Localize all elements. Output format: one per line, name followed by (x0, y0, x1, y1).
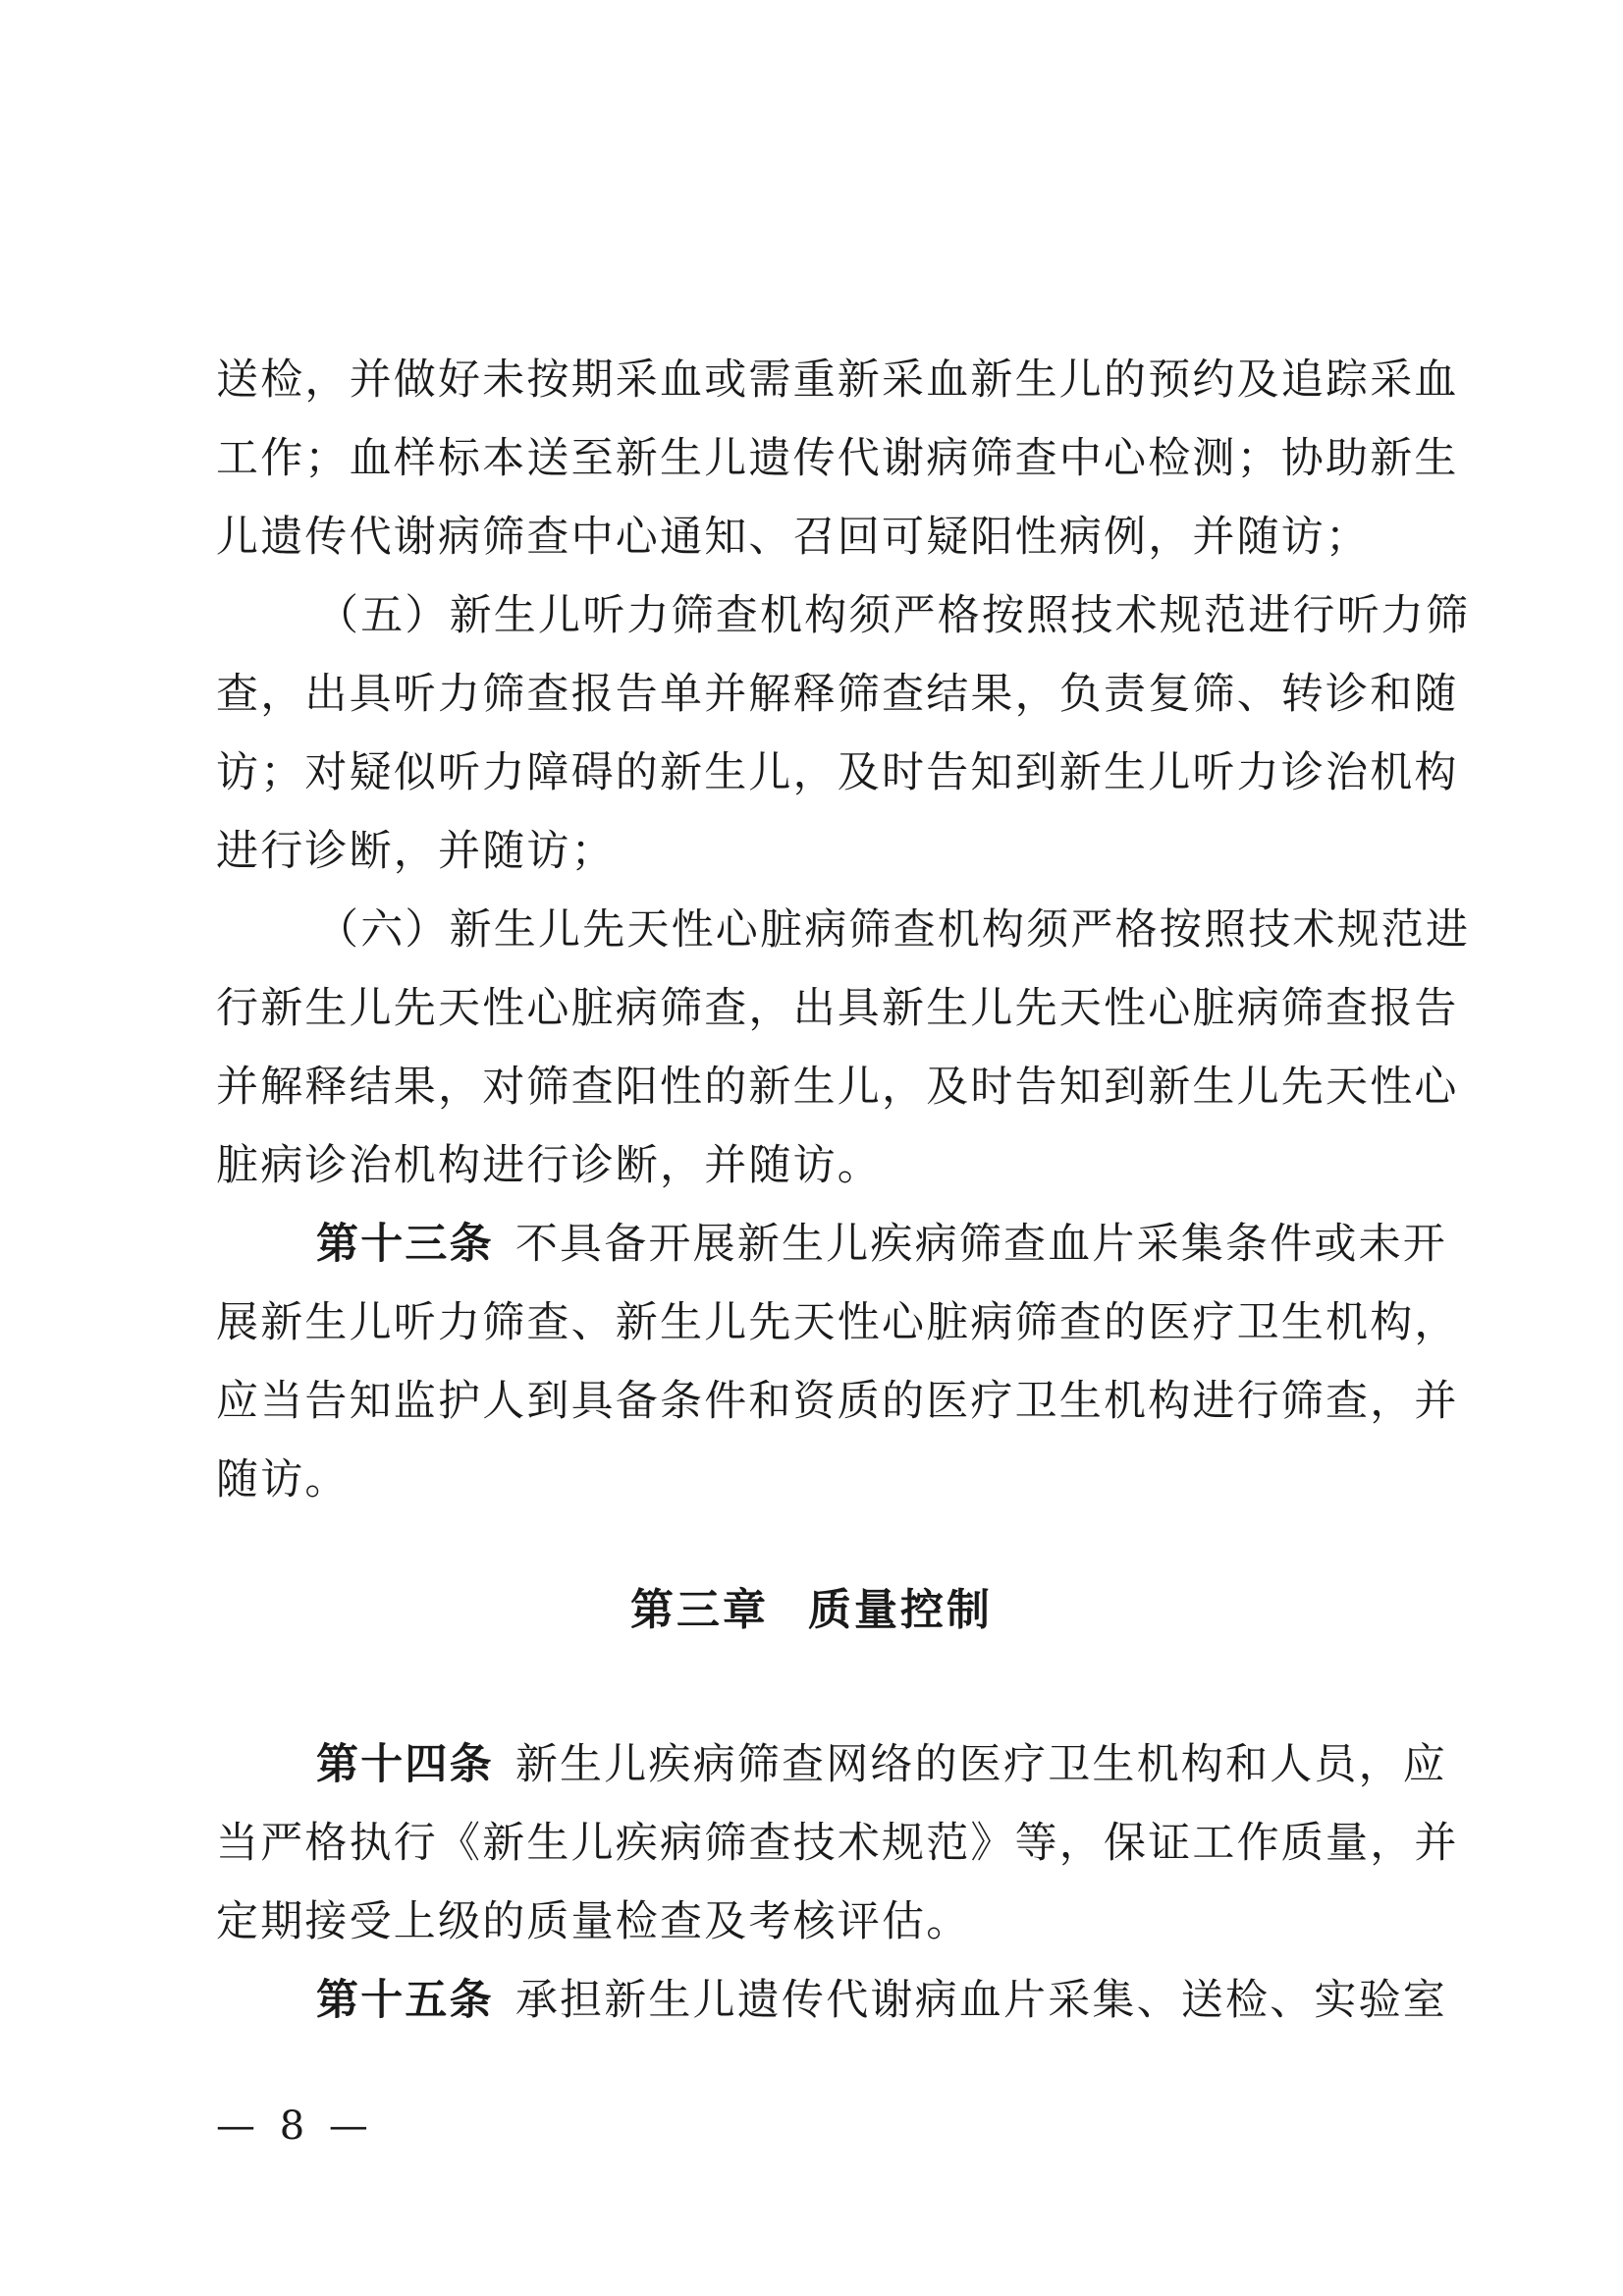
article-13-line-2: 展新生儿听力筛查、新生儿先天性心脏病筛查的医疗卫生机构， (216, 1298, 1459, 1347)
item-six-line-4: 脏病诊治机构进行诊断，并随访。 (216, 1141, 882, 1190)
item-five-line-1: （五）新生儿听力筛查机构须严格按照技术规范进行听力筛 (316, 591, 1471, 640)
article-13-line-3: 应当告知监护人到具备条件和资质的医疗卫生机构进行筛查，并 (216, 1377, 1459, 1426)
article-13-label: 第十三条 (316, 1220, 494, 1269)
article-14-label: 第十四条 (316, 1740, 494, 1789)
article-15-label: 第十五条 (316, 1976, 494, 2025)
page-number: — 8 — (216, 2104, 374, 2149)
article-14-line-3: 定期接受上级的质量检查及考核评估。 (216, 1897, 971, 1946)
article-13-line-4: 随访。 (216, 1455, 350, 1504)
body-line-1: 送检，并做好未按期采血或需重新采血新生儿的预约及追踪采血 (216, 355, 1459, 405)
item-five-line-3: 访；对疑似听力障碍的新生儿，及时告知到新生儿听力诊治机构 (216, 748, 1459, 797)
item-five-line-2: 查，出具听力筛查报告单并解释筛查结果，负责复筛、转诊和随 (216, 670, 1459, 719)
item-five-line-4: 进行诊断，并随访； (216, 827, 616, 876)
chapter-number: 第三章 (630, 1585, 769, 1635)
body-line-3: 儿遗传代谢病筛查中心通知、召回可疑阳性病例，并随访； (216, 513, 1371, 562)
item-six-line-2: 行新生儿先天性心脏病筛查，出具新生儿先天性心脏病筛查报告 (216, 984, 1459, 1033)
article-14-text-1: 新生儿疾病筛查网络的医疗卫生机构和人员，应 (514, 1740, 1448, 1789)
item-six-line-3: 并解释结果，对筛查阳性的新生儿，及时告知到新生儿先天性心 (216, 1063, 1459, 1112)
body-line-2: 工作；血样标本送至新生儿遗传代谢病筛查中心检测；协助新生 (216, 434, 1459, 483)
article-14-line-1 (316, 1735, 1448, 1794)
chapter-heading (0, 1576, 1623, 1645)
article-15-text-1: 承担新生儿遗传代谢病血片采集、送检、实验室 (514, 1976, 1448, 2025)
article-13-text-1: 不具备开展新生儿疾病筛查血片采集条件或未开 (514, 1220, 1448, 1269)
chapter-title: 质量控制 (808, 1585, 993, 1635)
article-13-line-1 (316, 1215, 1448, 1274)
article-15-line-1 (316, 1971, 1448, 2030)
item-six-line-1: （六）新生儿先天性心脏病筛查机构须严格按照技术规范进 (316, 905, 1471, 955)
article-14-line-2: 当严格执行《新生儿疾病筛查技术规范》等，保证工作质量，并 (216, 1819, 1459, 1868)
